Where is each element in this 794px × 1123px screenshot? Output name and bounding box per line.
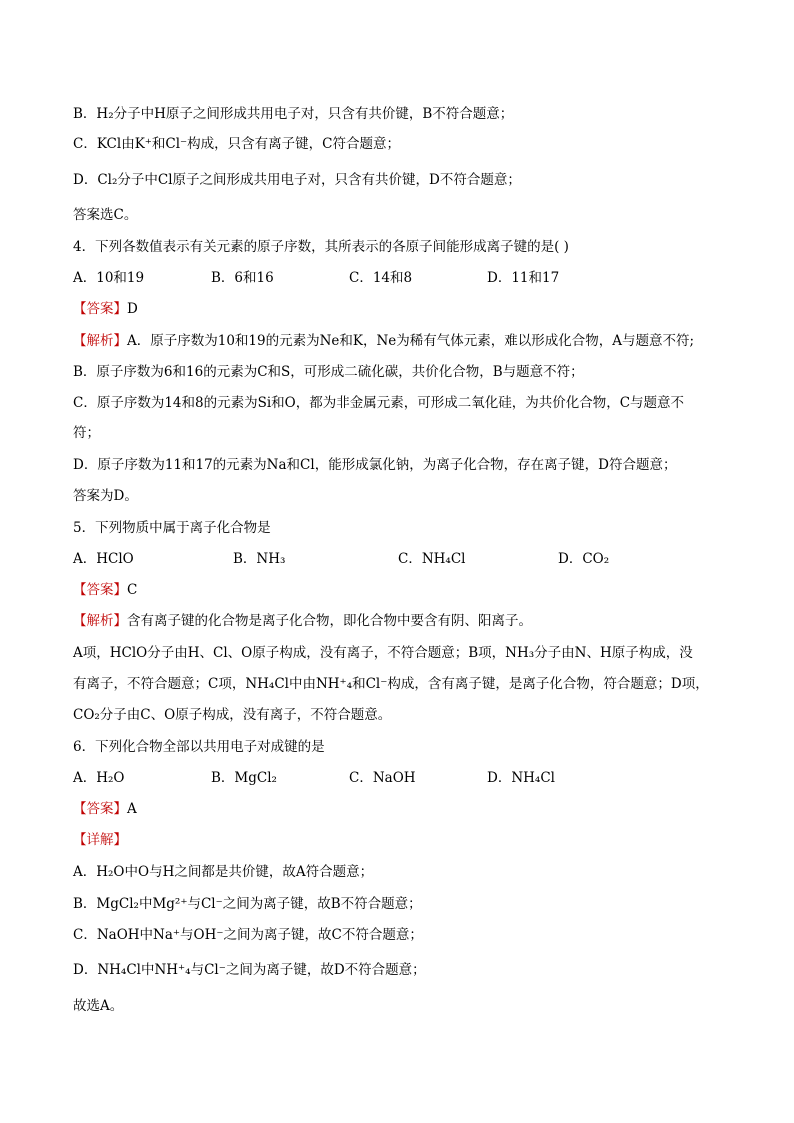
answer-label: 【答案】 (73, 582, 127, 598)
q5-analysis-intro-line (73, 611, 532, 631)
q6-detail-label: 【详解】 (73, 832, 127, 848)
q3-analysis-c: C．KCl由K⁺和Cl⁻构成，只含有离子键，C符合题意； (73, 136, 401, 152)
q5-option-b: B．NH₃ (233, 551, 286, 567)
q4-option-d: D．11和17 (487, 270, 560, 286)
q6-detail-a: A．H₂O中O与H之间都是共价键，故A符合题意； (73, 864, 374, 880)
q5-analysis-3: CO₂分子由C、O原子构成，没有离子，不符合题意。 (73, 707, 392, 723)
q5-analysis-intro: 含有离子键的化合物是离子化合物，即化合物中要含有阴、阳离子。 (127, 613, 532, 629)
analysis-label: 【解析】 (73, 613, 127, 629)
analysis-label: 【解析】 (73, 333, 127, 349)
q3-analysis-d: D．Cl₂分子中Cl原子之间形成共用电子对，只含有共价键，D不符合题意； (73, 172, 521, 188)
q4-analysis-b: B．原子序数为6和16的元素为C和S，可形成二硫化碳，共价化合物，B与题意不符； (73, 364, 584, 380)
q6-option-b: B．MgCl₂ (211, 770, 277, 786)
q4-analysis-c1: C．原子序数为14和8的元素为Si和O，都为非金属元素，可形成二氧化硅，为共价化合物，C与题意不 (73, 395, 685, 411)
q6-answer-value: A (127, 801, 137, 817)
q6-conclusion: 故选A。 (73, 998, 124, 1014)
q6-detail-b: B．MgCl₂中Mg²⁺与Cl⁻之间为离子键，故B不符合题意； (73, 896, 422, 912)
q4-analysis-c2: 符； (73, 425, 100, 441)
q5-option-c: C．NH₄Cl (398, 551, 466, 567)
q5-analysis-2: 有离子，不符合题意；C项，NH₄Cl中由NH⁺₄和Cl⁻构成，含有离子键，是离子化合物，符合题意；D项， (73, 676, 709, 692)
q4-stem: 4．下列各数值表示有关元素的原子序数，其所表示的各原子间能形成离子键的是( ) (73, 239, 569, 255)
q6-detail-c: C．NaOH中Na⁺与OH⁻之间为离子键，故C不符合题意； (73, 927, 423, 943)
q6-option-a: A．H₂O (73, 770, 125, 786)
q4-analysis-d: D．原子序数为11和17的元素为Na和Cl，能形成氯化钠，为离子化合物，存在离子键，D符合题意； (73, 457, 677, 473)
q4-conclusion: 答案为D。 (73, 488, 138, 504)
answer-label: 【答案】 (73, 301, 127, 317)
q4-analysis-a: A．原子序数为10和19的元素为Ne和K，Ne为稀有气体元素，难以形成化合物，A与题意不符; (127, 333, 695, 349)
q6-stem: 6．下列化合物全部以共用电子对成键的是 (73, 739, 325, 755)
q3-conclusion: 答案选C。 (73, 207, 138, 223)
q4-answer (73, 299, 138, 319)
q4-option-b: B．6和16 (211, 270, 274, 286)
q6-option-c: C．NaOH (349, 770, 416, 786)
q6-detail-d: D．NH₄Cl中NH⁺₄与Cl⁻之间为离子键，故D不符合题意； (73, 962, 426, 978)
q6-option-d: D．NH₄Cl (487, 770, 555, 786)
q6-answer (73, 799, 137, 819)
q5-answer (73, 580, 137, 600)
q4-analysis-a-line (73, 331, 694, 351)
q5-stem: 5．下列物质中属于离子化合物是 (73, 520, 271, 536)
q4-option-a: A．10和19 (73, 270, 145, 286)
q4-answer-value: D (127, 301, 138, 317)
q5-analysis-1: A项，HClO分子由H、Cl、O原子构成，没有离子，不符合题意；B项，NH₃分子由N、H原子构成，没 (73, 645, 693, 661)
answer-label: 【答案】 (73, 801, 127, 817)
q4-option-c: C．14和8 (349, 270, 413, 286)
q5-option-d: D．CO₂ (558, 551, 610, 567)
q5-option-a: A．HClO (73, 551, 134, 567)
q3-analysis-b: B．H₂分子中H原子之间形成共用电子对，只含有共价键，B不符合题意； (73, 106, 514, 122)
q5-answer-value: C (127, 582, 138, 598)
